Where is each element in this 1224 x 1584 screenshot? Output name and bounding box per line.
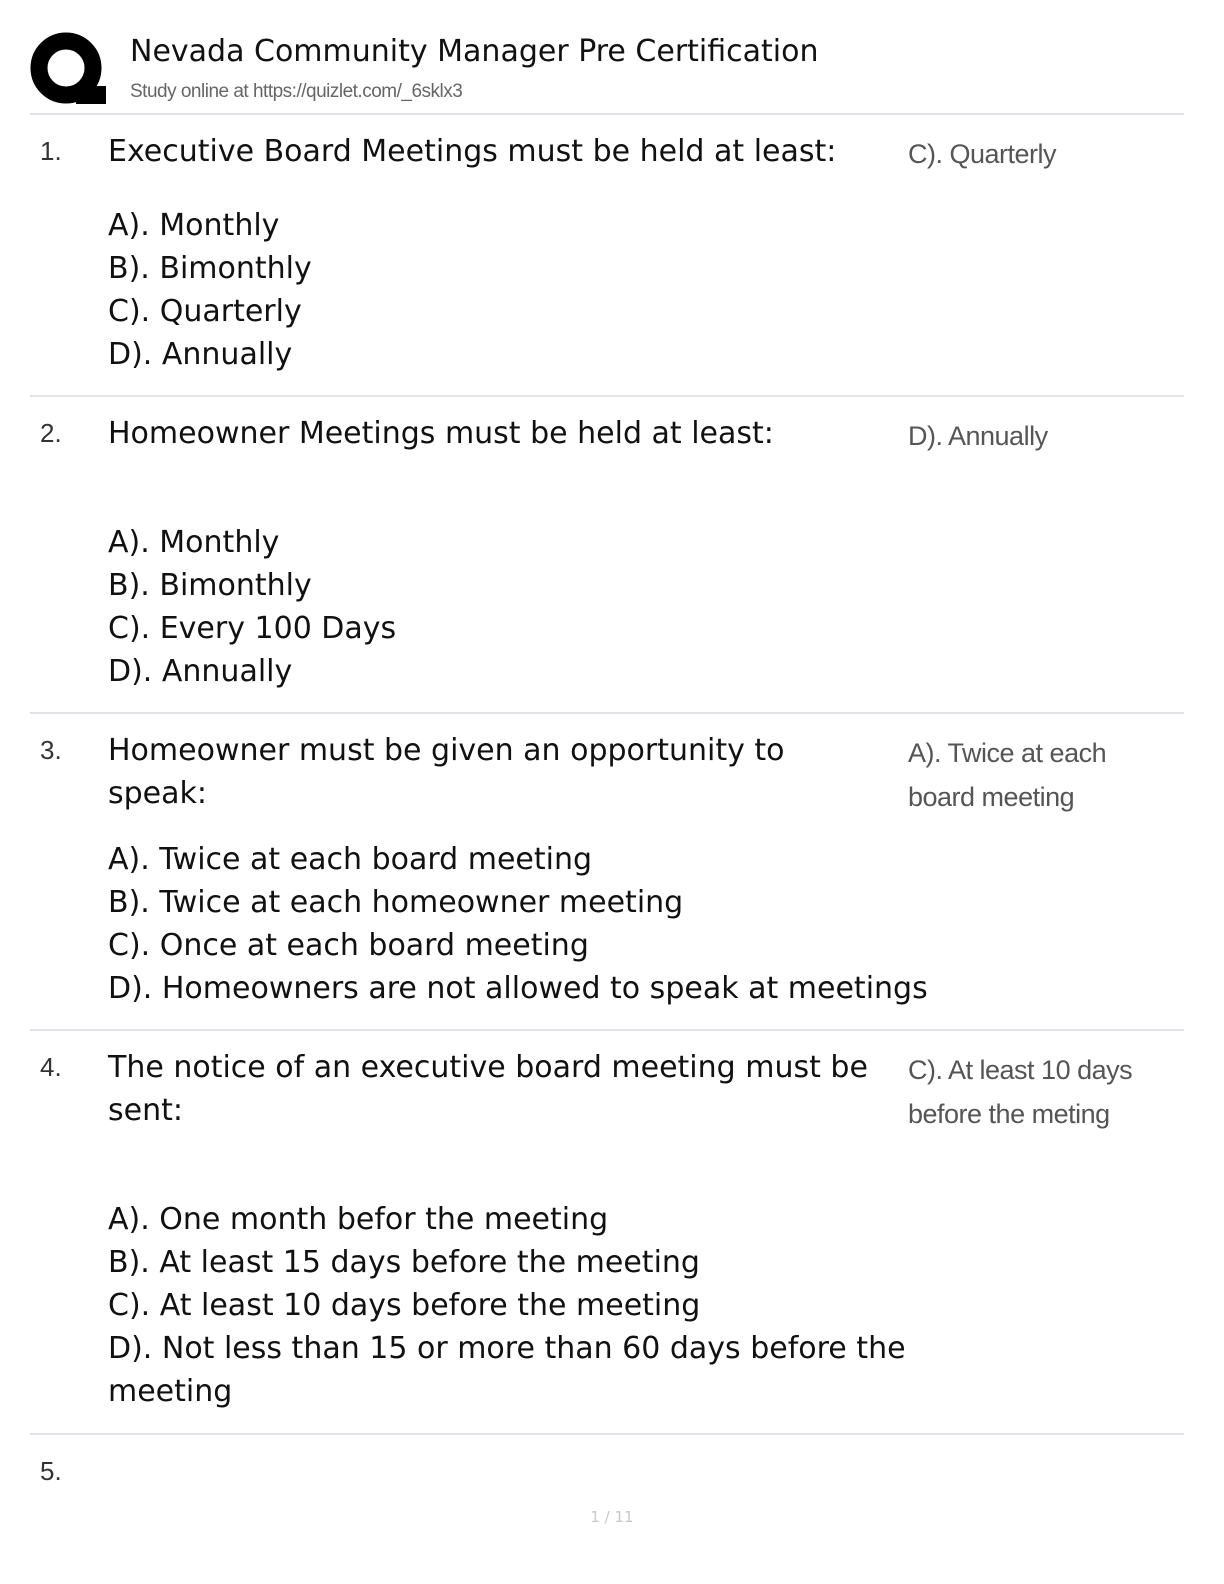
- page-header: [30, 28, 1184, 114]
- card-question: Executive Board Meetings must be held at least:: [108, 134, 837, 169]
- option-c: C). Every 100 Days: [108, 611, 397, 646]
- divider: [30, 712, 1184, 714]
- card-answer: C). Quarterly: [908, 139, 1057, 169]
- card-options: [108, 204, 928, 376]
- card-question: The notice of an executive board meeting must be sent:: [108, 1050, 868, 1128]
- card-options: [108, 521, 928, 693]
- divider: [30, 113, 1184, 115]
- card-question: Homeowner Meetings must be held at least:: [108, 416, 774, 451]
- card-answer: C). At least 10 days before the meting: [908, 1055, 1133, 1129]
- flashcard-2: [30, 398, 1184, 712]
- card-answer: D). Annually: [908, 421, 1048, 451]
- study-online-link[interactable]: Study online at https://quizlet.com/_6sklx3: [130, 81, 463, 102]
- option-d: D). Annually: [108, 654, 293, 689]
- page-number: 1 / 11: [590, 1508, 634, 1526]
- option-b: B). At least 15 days before the meeting: [108, 1245, 700, 1280]
- option-c: C). Quarterly: [108, 294, 302, 329]
- option-b: B). Bimonthly: [108, 568, 312, 603]
- option-c: C). Once at each board meeting: [108, 928, 589, 963]
- option-a: A). Monthly: [108, 525, 280, 560]
- card-number: 4.: [40, 1052, 62, 1082]
- option-a: A). One month befor the meeting: [108, 1202, 609, 1237]
- card-number: 3.: [40, 735, 62, 765]
- flashcard-4: [30, 1032, 1184, 1433]
- option-d: D). Homeowners are not allowed to speak at meetings: [108, 971, 928, 1006]
- card-options: [108, 1198, 928, 1413]
- flashcard-5: [30, 1436, 1184, 1496]
- option-a: A). Monthly: [108, 208, 280, 243]
- card-question: Homeowner must be given an opportunity to speak:: [108, 733, 785, 811]
- card-answer: A). Twice at each board meeting: [908, 738, 1107, 812]
- option-b: B). Bimonthly: [108, 251, 312, 286]
- flashcard-3: [30, 715, 1184, 1029]
- option-b: B). Twice at each homeowner meeting: [108, 885, 684, 920]
- option-d: D). Not less than 15 or more than 60 days before the meeting: [108, 1331, 906, 1409]
- option-a: A). Twice at each board meeting: [108, 842, 593, 877]
- option-d: D). Annually: [108, 337, 293, 372]
- divider: [30, 1029, 1184, 1031]
- divider: [30, 395, 1184, 397]
- card-number: 2.: [40, 418, 62, 448]
- flashcard-1: [30, 116, 1184, 395]
- card-number: 1.: [40, 136, 62, 166]
- option-c: C). At least 10 days before the meeting: [108, 1288, 701, 1323]
- quizlet-logo-icon: [30, 30, 108, 108]
- document-title: Nevada Community Manager Pre Certification: [130, 34, 819, 69]
- divider: [30, 1433, 1184, 1435]
- card-options: [108, 838, 928, 1010]
- card-number: 5.: [40, 1456, 62, 1486]
